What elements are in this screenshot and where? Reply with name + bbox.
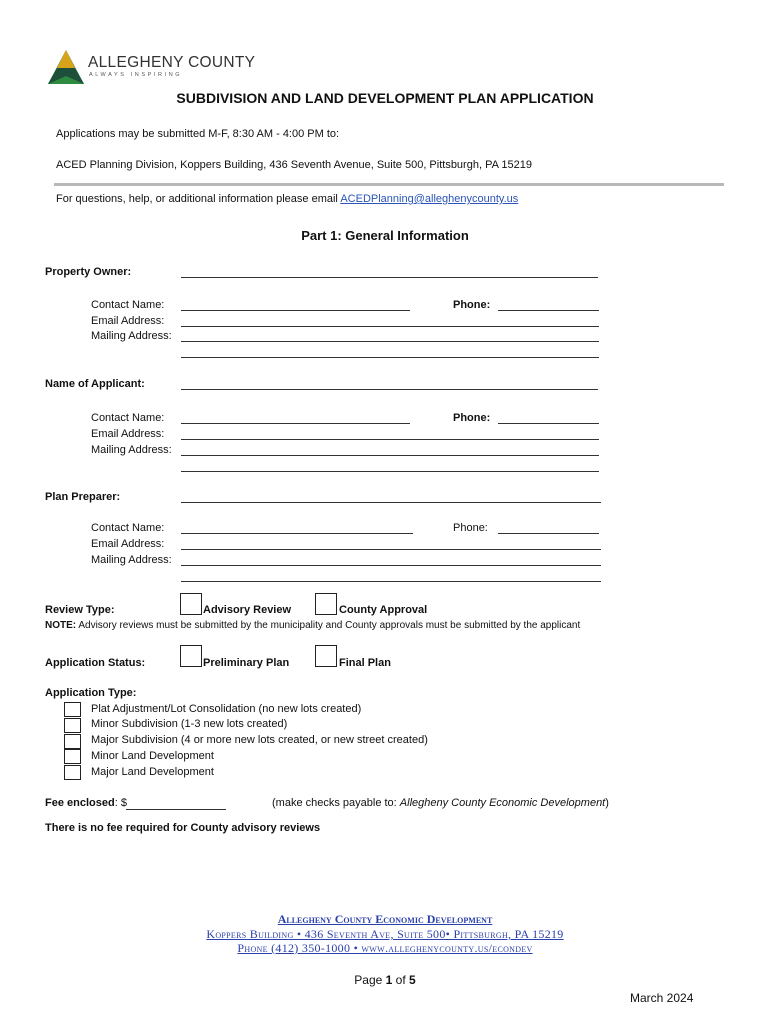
type-checkbox-minor-land[interactable]	[64, 749, 81, 764]
questions-line	[56, 193, 518, 205]
type-checkbox-major-subdivision[interactable]	[64, 734, 81, 749]
fee-label: Fee enclosed	[45, 797, 115, 809]
page-total: 5	[409, 973, 416, 987]
preparer-contact-field[interactable]	[181, 533, 413, 534]
preparer-email-field[interactable]	[181, 549, 601, 550]
page-number	[0, 973, 770, 987]
submission-hours: Applications may be submitted M-F, 8:30 AM - 4:00 PM to:	[56, 128, 340, 140]
type-option-major-land: Major Land Development	[91, 766, 214, 778]
applicant-mailing-field-2[interactable]	[181, 471, 599, 472]
part1-heading: Part 1: General Information	[301, 228, 469, 243]
owner-email-label: Email Address:	[91, 315, 165, 327]
footer-org: Allegheny County Economic Development	[277, 912, 493, 926]
logo-name: ALLEGHENY COUNTY	[88, 54, 256, 71]
preliminary-plan-checkbox[interactable]	[180, 645, 202, 667]
preparer-field[interactable]	[181, 502, 601, 503]
fee-amount-field[interactable]	[126, 809, 226, 810]
preparer-mailing-label: Mailing Address:	[91, 554, 172, 566]
owner-mailing-field[interactable]	[181, 341, 599, 342]
footer-phone: Phone (412) 350-1000 • www.alleghenycounty.us/econdev	[237, 941, 533, 955]
payable-note	[272, 797, 609, 809]
preparer-label: Plan Preparer:	[45, 491, 121, 503]
owner-contact-label: Contact Name:	[91, 299, 165, 311]
type-option-minor-subdivision: Minor Subdivision (1-3 new lots created)	[91, 718, 288, 730]
county-logo	[46, 48, 266, 88]
owner-mailing-field-2[interactable]	[181, 357, 599, 358]
submission-address: ACED Planning Division, Koppers Building, 436 Seventh Avenue, Suite 500, Pittsburgh, PA 15219	[56, 159, 532, 171]
preparer-mailing-field[interactable]	[181, 565, 601, 566]
county-approval-label: County Approval	[339, 604, 428, 616]
owner-mailing-label: Mailing Address:	[91, 330, 172, 342]
type-checkbox-plat[interactable]	[64, 702, 81, 717]
page-title: SUBDIVISION AND LAND DEVELOPMENT PLAN APPLICATION	[176, 90, 594, 106]
type-checkbox-major-land[interactable]	[64, 765, 81, 780]
logo-tagline: ALWAYS INSPIRING	[89, 72, 183, 78]
preparer-contact-label: Contact Name:	[91, 522, 165, 534]
payable-to: Allegheny County Economic Development	[399, 797, 606, 809]
applicant-phone-field[interactable]	[498, 423, 599, 424]
no-fee-note: There is no fee required for County advisory reviews	[45, 822, 321, 834]
review-type-label: Review Type:	[45, 604, 115, 616]
page-prefix: Page	[354, 973, 386, 987]
applicant-contact-field[interactable]	[181, 423, 410, 424]
county-approval-checkbox[interactable]	[315, 593, 337, 615]
advisory-review-label: Advisory Review	[203, 604, 292, 616]
applicant-phone-label: Phone:	[453, 412, 491, 424]
type-option-major-subdivision: Major Subdivision (4 or more new lots created, or new street created)	[91, 734, 428, 746]
applicant-label: Name of Applicant:	[45, 378, 145, 390]
applicant-mailing-label: Mailing Address:	[91, 444, 172, 456]
owner-phone-label: Phone:	[453, 299, 491, 311]
revision-date: March 2024	[630, 991, 694, 1005]
applicant-contact-label: Contact Name:	[91, 412, 165, 424]
preliminary-plan-label: Preliminary Plan	[203, 657, 290, 669]
preparer-email-label: Email Address:	[91, 538, 165, 550]
type-checkbox-minor-subdivision[interactable]	[64, 718, 81, 733]
preparer-phone-field[interactable]	[498, 533, 599, 534]
type-option-plat: Plat Adjustment/Lot Consolidation (no new lots created)	[91, 703, 362, 715]
payable-prefix: (make checks payable to:	[272, 797, 400, 809]
application-type-label: Application Type:	[45, 687, 137, 699]
advisory-review-checkbox[interactable]	[180, 593, 202, 615]
fee-dollar: : $	[114, 797, 127, 809]
logo-mark-icon	[46, 48, 86, 86]
applicant-mailing-field[interactable]	[181, 455, 599, 456]
property-owner-label: Property Owner:	[45, 266, 132, 278]
page-of: of	[392, 973, 410, 987]
application-status-label: Application Status:	[45, 657, 146, 669]
applicant-field[interactable]	[181, 389, 598, 390]
questions-text: For questions, help, or additional information please email	[56, 193, 341, 205]
owner-email-field[interactable]	[181, 326, 599, 327]
type-option-minor-land: Minor Land Development	[91, 750, 214, 762]
review-note	[45, 620, 580, 631]
note-text: Advisory reviews must be submitted by the municipality and County approvals must be submitted by the applicant	[78, 620, 581, 631]
final-plan-label: Final Plan	[339, 657, 391, 669]
preparer-mailing-field-2[interactable]	[181, 581, 601, 582]
applicant-email-label: Email Address:	[91, 428, 165, 440]
page-current: 1	[385, 973, 393, 987]
payable-suffix: )	[605, 797, 609, 809]
property-owner-field[interactable]	[181, 277, 598, 278]
footer-address: Koppers Building • 436 Seventh Ave, Suite 500• Pittsburgh, PA 15219	[206, 927, 564, 941]
applicant-email-field[interactable]	[181, 439, 599, 440]
email-link[interactable]: ACEDPlanning@alleghenycounty.us	[340, 193, 519, 205]
owner-contact-field[interactable]	[181, 310, 410, 311]
preparer-phone-label: Phone:	[453, 522, 488, 534]
divider	[54, 183, 724, 186]
fee-line	[45, 797, 127, 809]
final-plan-checkbox[interactable]	[315, 645, 337, 667]
note-label: NOTE:	[45, 620, 77, 631]
owner-phone-field[interactable]	[498, 310, 599, 311]
